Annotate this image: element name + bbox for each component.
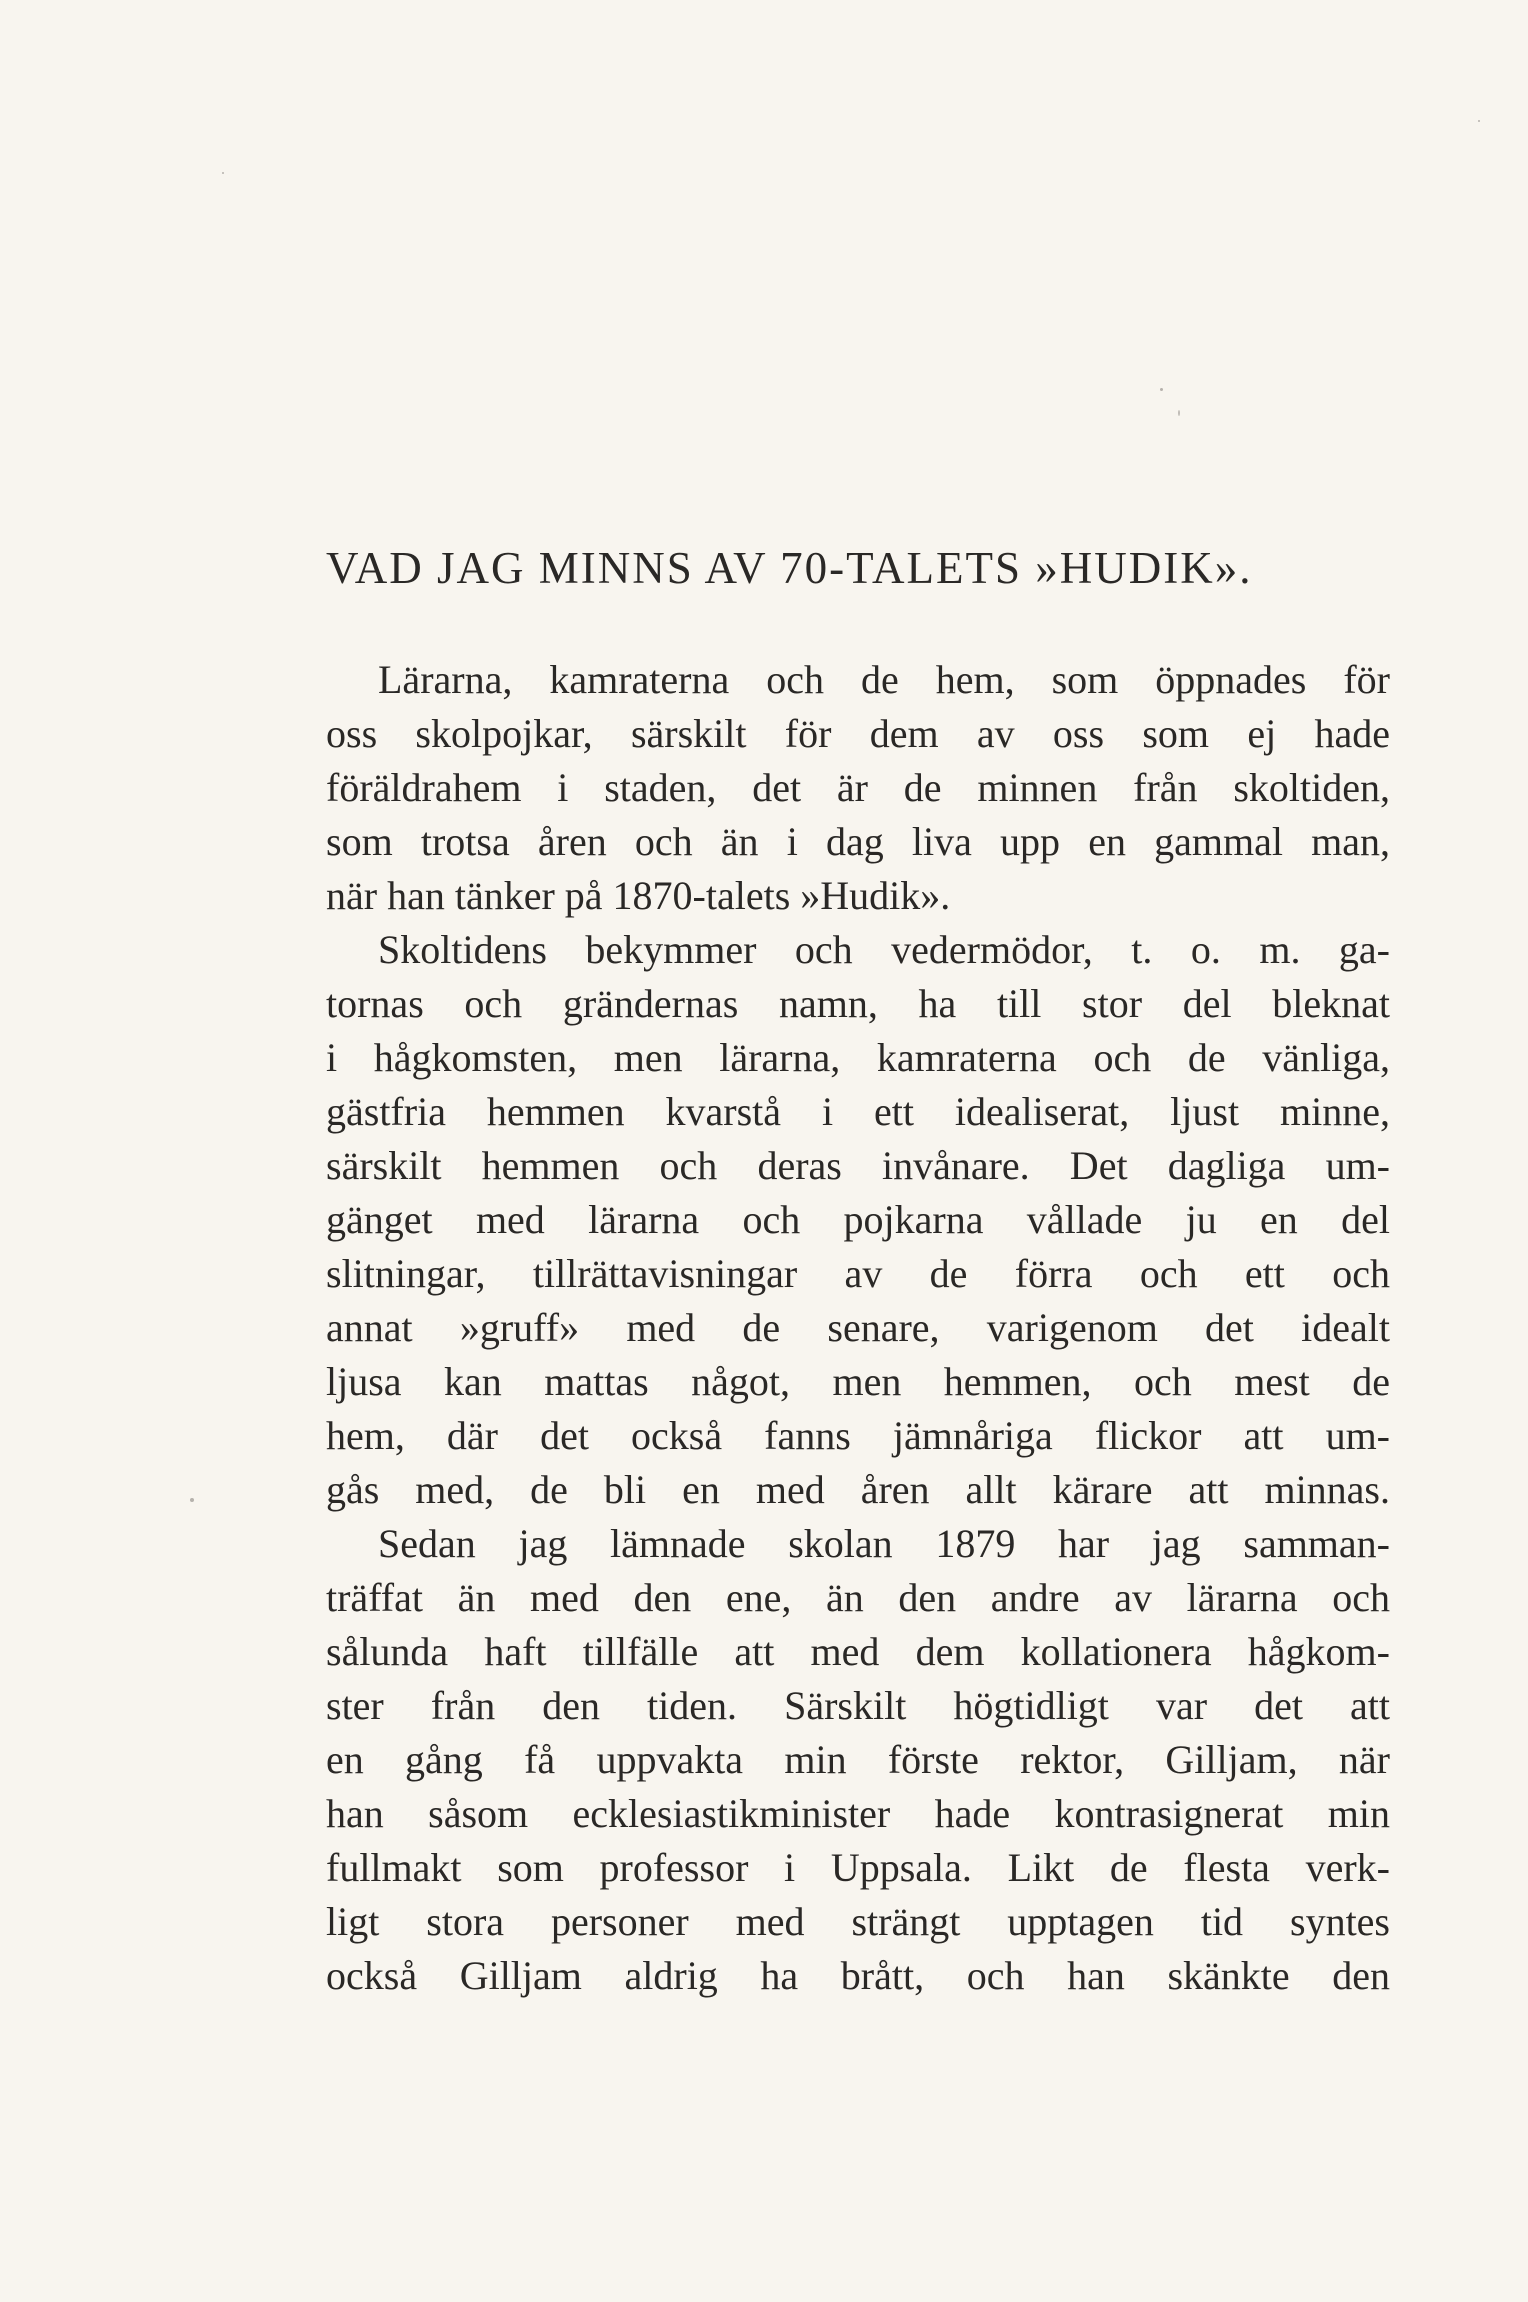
text-line: annat »gruff» med de senare, varigenom det idealt	[326, 1305, 1390, 1350]
text-line: när han tänker på 1870-talets »Hudik».	[326, 873, 951, 918]
text-line: oss skolpojkar, särskilt för dem av oss som ej hade	[326, 711, 1390, 756]
text-line: i hågkomsten, men lärarna, kamraterna och de vänliga,	[326, 1035, 1390, 1080]
text-line: också Gilljam aldrig ha brått, och han skänkte den	[326, 1953, 1390, 1998]
text-line: fullmakt som professor i Uppsala. Likt de flesta verk-	[326, 1845, 1390, 1890]
text-line: ljusa kan mattas något, men hemmen, och mest de	[326, 1359, 1390, 1404]
text-line: en gång få uppvakta min förste rektor, Gilljam, när	[326, 1737, 1390, 1782]
text-line: gänget med lärarna och pojkarna vållade ju en del	[326, 1197, 1390, 1242]
text-line: som trotsa åren och än i dag liva upp en gammal man,	[326, 819, 1390, 864]
text-line: träffat än med den ene, än den andre av lärarna och	[326, 1575, 1390, 1620]
text-line: Skoltidens bekymmer och vedermödor, t. o. m. ga-	[378, 927, 1390, 972]
paper-speck	[222, 172, 224, 174]
text-line: hem, där det också fanns jämnåriga flickor att um-	[326, 1413, 1390, 1458]
text-line: slitningar, tillrättavisningar av de förra och ett och	[326, 1251, 1390, 1296]
text-line: sålunda haft tillfälle att med dem kollationera hågkom-	[326, 1629, 1390, 1674]
text-line: Lärarna, kamraterna och de hem, som öppnades för	[378, 657, 1390, 702]
chapter-title: VAD JAG MINNS AV 70-TALETS »HUDIK».	[326, 543, 1253, 593]
paper-speck	[1478, 120, 1480, 122]
text-line: föräldrahem i staden, det är de minnen från skoltiden,	[326, 765, 1390, 810]
text-line: tornas och grändernas namn, ha till stor del bleknat	[326, 981, 1390, 1026]
text-line: särskilt hemmen och deras invånare. Det dagliga um-	[326, 1143, 1390, 1188]
paper-speck	[190, 1498, 194, 1502]
paper-speck	[1160, 388, 1163, 391]
text-line: han såsom ecklesiastikminister hade kontrasignerat min	[326, 1791, 1390, 1836]
text-line: ligt stora personer med strängt upptagen tid syntes	[326, 1899, 1390, 1944]
text-line: gästfria hemmen kvarstå i ett idealiserat, ljust minne,	[326, 1089, 1390, 1134]
text-line: Sedan jag lämnade skolan 1879 har jag samman-	[378, 1521, 1390, 1566]
paper-speck	[1178, 410, 1180, 416]
text-line: ster från den tiden. Särskilt högtidligt var det att	[326, 1683, 1390, 1728]
text-line: gås med, de bli en med åren allt kärare att minnas.	[326, 1467, 1390, 1512]
